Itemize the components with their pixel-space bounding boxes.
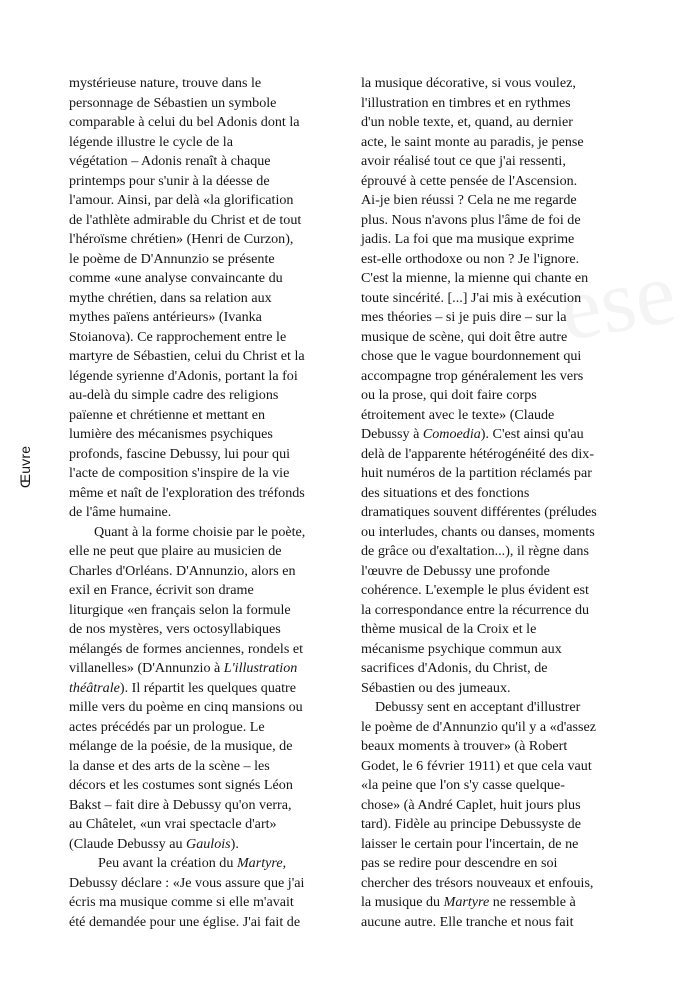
text-line: même et naît de l'exploration des tréfonds — [69, 484, 305, 501]
text-line: l'amour. Ainsi, par delà «la glorification — [69, 192, 294, 208]
text-line: mélangés de formes anciennes, rondels et — [69, 640, 304, 657]
text-line: plus. Nous n'avons plus l'âme de foi de — [361, 211, 581, 228]
text-line: Quant à la forme choisie par le poète, — [94, 523, 306, 540]
text-line — [361, 893, 655, 913]
text-run: Peu avant la création du — [98, 855, 237, 871]
text-line: chose que le vague bourdonnement qui — [361, 348, 582, 364]
text-line: Ai-je bien réussi ? Cela ne me regarde — [361, 192, 577, 208]
text-line — [69, 659, 357, 679]
text-line: chercher des trésors nouveaux et enfouis, — [361, 874, 594, 891]
text-line: été demandée pour une église. J'ai fait de — [69, 913, 301, 930]
text-line — [361, 425, 655, 445]
text-run: ). Il répartit les quelques quatre — [119, 679, 296, 696]
text-line: le poème de d'Annunzio qu'il y a «d'assez — [361, 718, 597, 735]
text-line: personnage de Sébastien un symbole — [69, 94, 277, 111]
text-line: musique de scène, qui doit être autre — [361, 328, 568, 345]
text-line: Debussy sent en acceptant d'illustrer — [375, 699, 581, 715]
text-line — [69, 679, 357, 699]
text-line: Sébastien ou des jumeaux. — [361, 679, 511, 696]
journal-title: Gaulois — [186, 835, 231, 852]
text-line: lumière des mécanismes psychiques — [69, 426, 273, 442]
text-line: delà de l'apparente hétérogénéité des dix- — [361, 445, 595, 462]
journal-title: Comoedia — [422, 426, 481, 442]
text-line: aucune autre. Elle tranche et nous fait — [361, 913, 574, 930]
text-run: (Claude Debussy au — [69, 835, 187, 852]
journal-title: théâtrale — [69, 679, 120, 696]
text-line: sacrifices d'Adonis, du Christ, de — [361, 660, 548, 676]
text-run: la musique du — [361, 894, 444, 910]
text-line: comme «une analyse convaincante du — [69, 270, 283, 286]
text-line: accompagne trop généralement les vers — [361, 367, 584, 384]
text-line: le poème de D'Annunzio se présente — [69, 250, 275, 267]
text-line: pas se redire pour descendre en soi — [361, 855, 558, 871]
section-side-label: Œuvre — [17, 445, 33, 488]
text-line: au-delà du simple cadre des religions — [69, 387, 279, 403]
text-line: «la peine que l'on s'y casse quelque- — [361, 777, 565, 793]
text-line: avoir réalisé tout ce que j'ai ressenti, — [361, 153, 566, 169]
text-line: laisser le certain pour l'incertain, de ne — [361, 835, 579, 852]
text-line: toute sincérité. [...] J'ai mis à exécution — [361, 289, 582, 306]
text-line: Stoianova). Ce rapprochement entre le — [69, 328, 287, 345]
text-line: légende syrienne d'Adonis, portant la foi — [69, 367, 298, 384]
text-line: d'un noble texte, et, quand, au dernier — [361, 114, 573, 130]
text-line: C'est la mienne, la mienne qui chante en — [361, 270, 589, 286]
text-line: éprouvé à cette pensée de l'Ascension. — [361, 172, 578, 189]
right-text-column — [361, 74, 655, 932]
text-line: au Châtelet, «un vrai spectacle d'art» — [69, 816, 277, 832]
text-line: des situations et des fonctions — [361, 484, 530, 501]
text-line: païenne et chrétienne et mettant en — [69, 406, 266, 423]
text-line: Bakst – fait dire à Debussy qu'on verra, — [69, 796, 292, 813]
text-line: l'acte de composition s'inspire de la vie — [69, 465, 290, 481]
text-line: écris ma musique comme si elle m'avait — [69, 894, 294, 910]
text-line: tard). Fidèle au principe Debussyste de — [361, 816, 581, 832]
text-line: de l'âme humaine. — [69, 504, 172, 520]
text-line: elle ne peut que plaire au musicien de — [69, 543, 282, 559]
text-line: acte, le saint monte au paradis, je pense — [361, 133, 584, 150]
text-run: ne ressemble à — [489, 894, 576, 910]
text-line: comparable à celui du bel Adonis dont la — [69, 114, 300, 130]
text-line: ou la prose, qui doit faire corps — [361, 387, 537, 403]
text-line: étroitement avec le texte» (Claude — [361, 406, 555, 423]
text-line: martyre de Sébastien, celui du Christ et la — [69, 348, 305, 364]
work-title: Martyre — [443, 894, 490, 910]
text-line: l'illustration en timbres et en rythmes — [361, 94, 571, 111]
text-line — [69, 854, 357, 874]
text-line: décors et les costumes sont signés Léon — [69, 777, 293, 793]
text-line: mes théories – si je puis dire – sur la — [361, 309, 567, 325]
text-line: huit numéros de la partition réclamés par — [361, 465, 592, 481]
text-line: Debussy déclare : «Je vous assure que j'ai — [69, 874, 305, 891]
text-line: mille vers du poème en cinq mansions ou — [69, 699, 303, 715]
text-line: liturgique «en français selon la formule — [69, 601, 291, 618]
text-line — [69, 835, 357, 855]
text-line: mystérieuse nature, trouve dans le — [69, 75, 262, 91]
text-line: beaux moments à trouver» (à Robert — [361, 738, 568, 754]
text-line: ou interludes, chants ou danses, moments — [361, 523, 595, 540]
text-line: actes précédés par un prologue. Le — [69, 718, 265, 735]
text-line: printemps pour s'unir à la déesse de — [69, 172, 270, 189]
text-run: ). — [230, 835, 239, 852]
text-line: la danse et des arts de la scène – les — [69, 757, 270, 774]
text-line: mélange de la poésie, de la musique, de — [69, 738, 293, 754]
text-line: mythe chrétien, dans sa relation aux — [69, 289, 272, 306]
text-line: légende illustre le cycle de la — [69, 133, 233, 150]
text-line: exil en France, écrivit son drame — [69, 582, 254, 598]
text-line: mécanisme psychique commun aux — [361, 640, 562, 657]
text-line: végétation – Adonis renaît à chaque — [69, 153, 271, 169]
text-run: ). C'est ainsi qu'au — [480, 426, 584, 442]
text-run: villanelles» (D'Annunzio à — [69, 660, 224, 676]
text-line: est-elle orthodoxe ou non ? Je l'ignore. — [361, 250, 580, 267]
text-line: mythes païens antérieurs» (Ivanka — [69, 309, 262, 325]
text-line: profonds, fascine Debussy, lui pour qui — [69, 445, 291, 462]
text-line: dramatiques souvent différentes (préludes — [361, 504, 597, 520]
text-line: jadis. La foi que ma musique exprime — [361, 231, 575, 247]
text-line: de nos mystères, vers octosyllabiques — [69, 621, 281, 637]
text-line: la musique décorative, si vous voulez, — [361, 75, 576, 91]
work-title: Martyre — [236, 855, 283, 871]
text-line: l'œuvre de Debussy une profonde — [361, 562, 550, 579]
text-run: , — [282, 855, 287, 871]
text-line: Charles d'Orléans. D'Annunzio, alors en — [69, 562, 296, 579]
left-text-column — [69, 74, 357, 932]
text-line: de l'athlète admirable du Christ et de tout — [69, 211, 302, 228]
text-line: cohérence. L'exemple le plus évident est — [361, 582, 589, 598]
text-line: thème musical de la Croix et le — [361, 621, 537, 637]
text-run: Debussy à — [361, 426, 423, 442]
text-line: Godet, le 6 février 1911) et que cela vaut — [361, 757, 592, 774]
journal-title: L'illustration — [223, 660, 298, 676]
text-line: la correspondance entre la récurrence du — [361, 601, 590, 618]
text-line: de grâce ou d'exaltation...), il règne dans — [361, 543, 589, 559]
text-line: l'héroïsme chrétien» (Henri de Curzon), — [69, 231, 294, 247]
text-line: chose» (à André Caplet, huit jours plus — [361, 796, 581, 813]
